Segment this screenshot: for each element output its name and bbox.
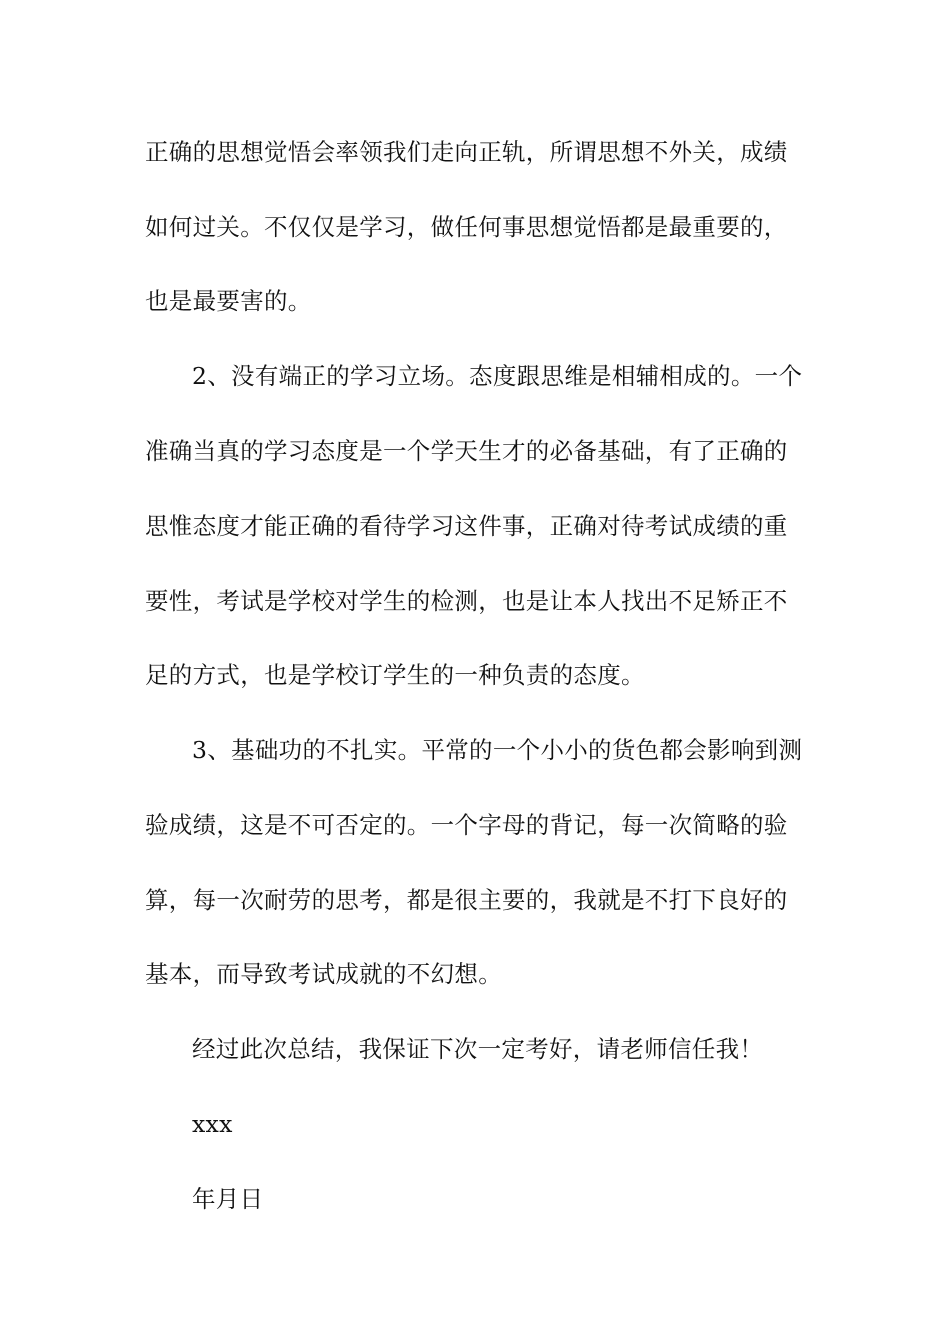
paragraph-1-line-2: 如何过关。不仅仅是学习，做任何事思想觉悟都是最重要的， bbox=[145, 213, 788, 241]
paragraph-1-line-1: 正确的思想觉悟会率领我们走向正轨，所谓思想不外关，成绩 bbox=[145, 138, 788, 166]
paragraph-3-line-2: 验成绩，这是不可否定的。一个字母的背记，每一次简略的验 bbox=[145, 811, 788, 839]
paragraph-2-line-2: 准确当真的学习态度是一个学天生才的必备基础，有了正确的 bbox=[145, 437, 788, 465]
signature-date: 年月日 bbox=[192, 1185, 264, 1213]
signature-name: xxx bbox=[192, 1110, 233, 1138]
closing-statement: 经过此次总结，我保证下次一定考好，请老师信任我！ bbox=[192, 1035, 764, 1063]
paragraph-3-line-1: 3、基础功的不扎实。平常的一个小小的货色都会影响到测 bbox=[192, 736, 803, 764]
paragraph-2-line-5: 足的方式，也是学校订学生的一种负责的态度。 bbox=[145, 661, 645, 689]
paragraph-3-line-3: 算，每一次耐劳的思考，都是很主要的，我就是不打下良好的 bbox=[145, 886, 788, 914]
paragraph-3-line-4: 基本，而导致考试成就的不幻想。 bbox=[145, 960, 502, 988]
paragraph-2-line-4: 要性，考试是学校对学生的检测，也是让本人找出不足矫正不 bbox=[145, 587, 788, 615]
paragraph-2-line-3: 思惟态度才能正确的看待学习这件事，正确对待考试成绩的重 bbox=[145, 512, 788, 540]
paragraph-2-line-1: 2、没有端正的学习立场。态度跟思维是相辅相成的。一个 bbox=[192, 362, 803, 390]
paragraph-1-line-3: 也是最要害的。 bbox=[145, 287, 312, 315]
